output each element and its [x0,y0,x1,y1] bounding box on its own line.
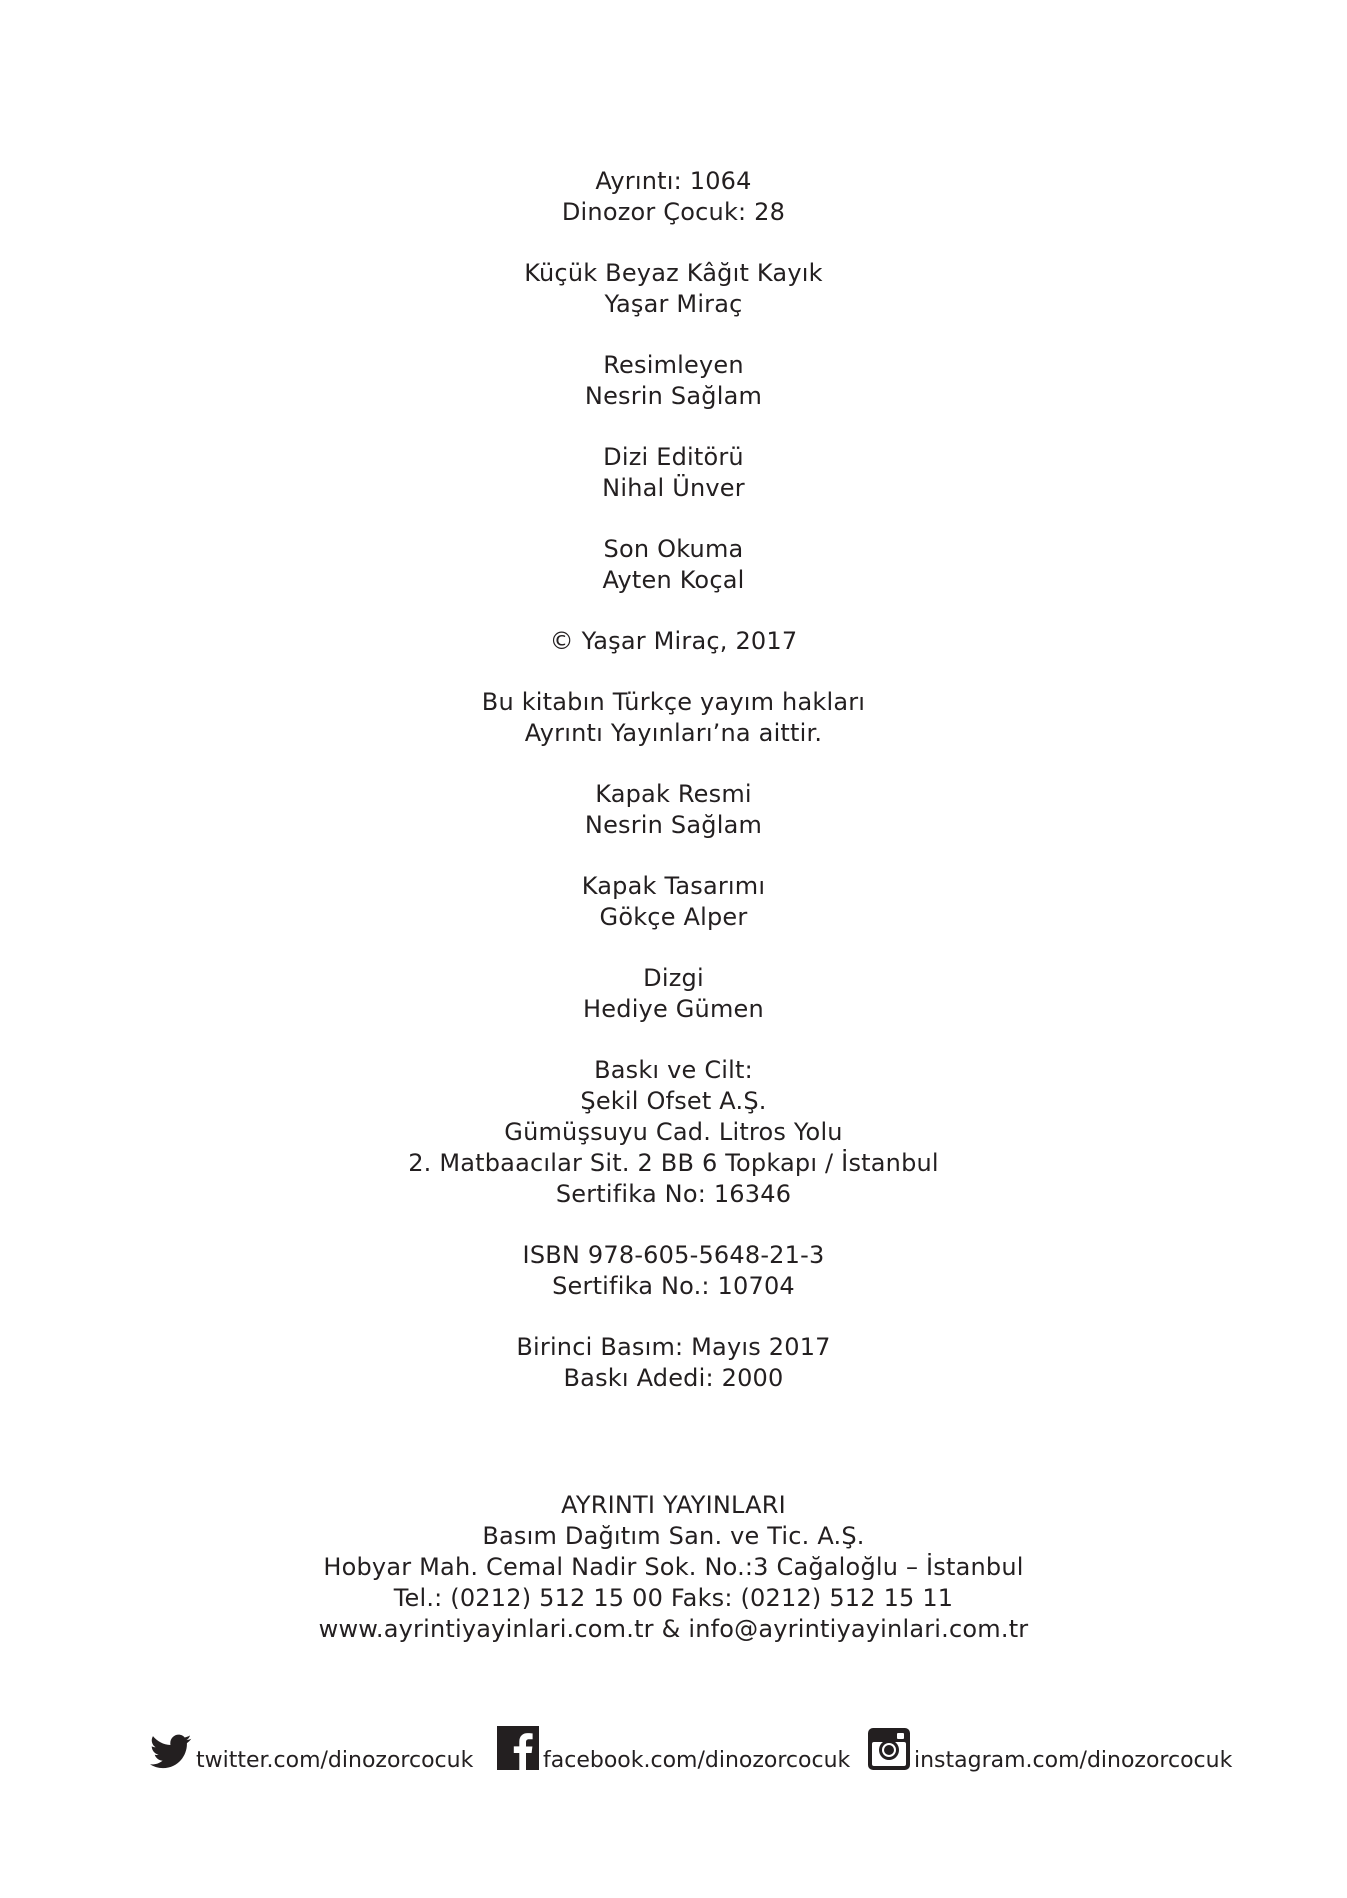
proofreader-name: Ayten Koçal [602,566,745,594]
isbn-info [0,1240,1347,1302]
print-run: Baskı Adedi: 2000 [563,1364,784,1392]
publisher-subtitle: Basım Dağıtım San. ve Tic. A.Ş. [482,1522,865,1550]
first-edition: Birinci Basım: Mayıs 2017 [516,1333,831,1361]
book-author: Yaşar Miraç [604,290,743,318]
printer-certificate: Sertifika No: 16346 [555,1180,792,1208]
publisher-info [0,1490,1347,1645]
typesetting-credit [0,963,1347,1025]
proofreader-role: Son Okuma [603,535,744,563]
instagram-icon [868,1728,910,1776]
copyright-line: © Yaşar Miraç, 2017 [549,627,798,655]
illustrator-role: Resimleyen [603,351,744,379]
cover-art-credit [0,779,1347,841]
cover-art-name: Nesrin Sağlam [584,811,763,839]
edition-info [0,1332,1347,1394]
publisher-web[interactable]: www.ayrintiyayinlari.com.tr & info@ayrintiyayinlari.com.tr [318,1615,1029,1643]
publisher-address: Hobyar Mah. Cemal Nadir Sok. No.:3 Cağaloğlu – İstanbul [323,1553,1024,1581]
rights-line-1: Bu kitabın Türkçe yayım hakları [481,688,866,716]
series-number: Ayrıntı: 1064 [595,167,752,195]
series-editor-credit [0,442,1347,504]
printer-role: Baskı ve Cilt: [594,1056,753,1084]
printer-name: Şekil Ofset A.Ş. [580,1087,767,1115]
social-instagram[interactable] [868,1730,1232,1776]
cover-art-role: Kapak Resmi [595,780,752,808]
instagram-link[interactable]: instagram.com/dinozorcocuk [914,1748,1233,1773]
facebook-link[interactable]: facebook.com/dinozorcocuk [543,1748,851,1773]
social-facebook[interactable] [497,1730,850,1776]
social-twitter[interactable] [150,1730,473,1776]
copyright [0,626,1347,657]
printer-address-2: 2. Matbaacılar Sit. 2 BB 6 Topkapı / İstanbul [408,1149,939,1177]
twitter-link[interactable]: twitter.com/dinozorcocuk [196,1748,474,1773]
illustrator-credit [0,350,1347,412]
cover-design-role: Kapak Tasarımı [581,872,766,900]
book-title: Küçük Beyaz Kâğıt Kayık [524,259,823,287]
series-editor-name: Nihal Ünver [602,474,745,502]
typesetting-name: Hediye Gümen [583,995,764,1023]
sub-series-number: Dinozor Çocuk: 28 [561,198,786,226]
typesetting-role: Dizgi [643,964,704,992]
isbn: ISBN 978-605-5648-21-3 [522,1241,825,1269]
cover-design-credit [0,871,1347,933]
publisher-phone: Tel.: (0212) 512 15 00 Faks: (0212) 512 15 11 [393,1584,954,1612]
title-author [0,258,1347,320]
rights-line-2: Ayrıntı Yayınları’na aittir. [524,719,823,747]
series-info [0,166,1347,228]
publisher-certificate: Sertifika No.: 10704 [552,1272,795,1300]
facebook-icon [497,1726,539,1776]
twitter-icon [150,1734,192,1776]
publisher-name: AYRINTI YAYINLARI [561,1491,786,1519]
colophon-text [0,166,1347,1424]
rights-statement [0,687,1347,749]
cover-design-name: Gökçe Alper [599,903,748,931]
illustrator-name: Nesrin Sağlam [584,382,763,410]
printer-info [0,1055,1347,1210]
proofreader-credit [0,534,1347,596]
printer-address-1: Gümüşsuyu Cad. Litros Yolu [504,1118,843,1146]
series-editor-role: Dizi Editörü [603,443,744,471]
